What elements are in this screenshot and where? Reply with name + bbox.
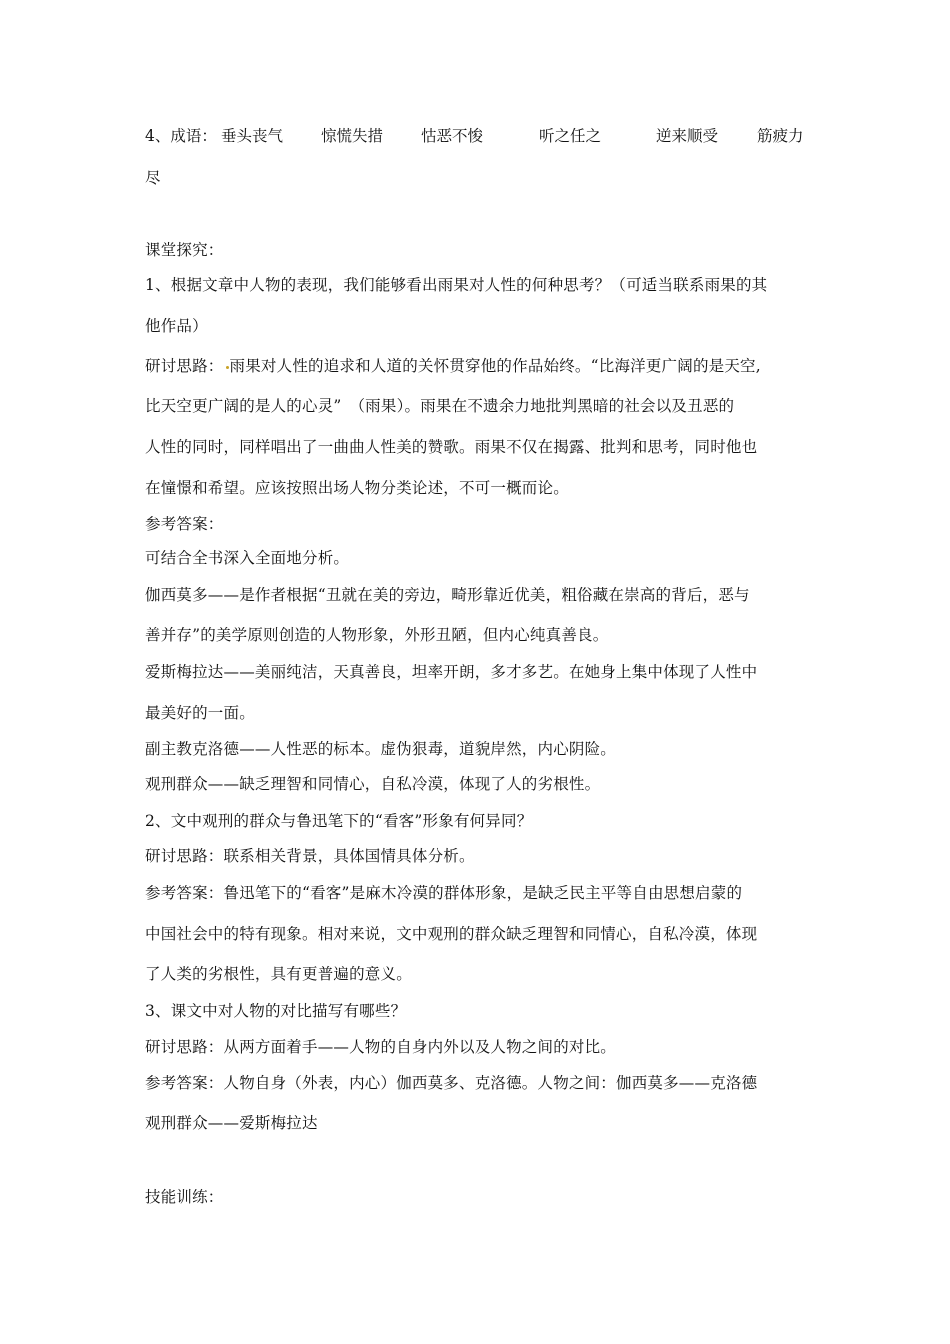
q1-thinking-label: 研讨思路：	[145, 357, 224, 375]
q1-answer-label: 参考答案：	[145, 515, 224, 533]
q2-answer-line: 了人类的劣根性，具有更普遍的意义。	[145, 965, 412, 983]
q1-thinking-line	[145, 356, 815, 376]
idiom-item: 筋疲力	[757, 127, 804, 145]
q1-answer-line: 善并存”的美学原则创造的人物形象，外形丑陋，但内心纯真善良。	[145, 626, 609, 644]
q1-thinking-text: 雨果对人性的追求和人道的关怀贯穿他的作品始终。“比海洋更广阔的是天空,	[229, 357, 761, 375]
section-heading-skills: 技能训练：	[145, 1188, 224, 1206]
q1-line: 1、根据文章中人物的表现，我们能够看出雨果对人性的何种思考？（可适当联系雨果的其	[145, 276, 768, 294]
q1-answer-line: 观刑群众——缺乏理智和同情心，自私冷漠，体现了人的劣根性。	[145, 775, 601, 793]
q2-question: 2、文中观刑的群众与鲁迅笔下的“看客”形象有何异同？	[145, 812, 533, 830]
q1-answer-line: 可结合全书深入全面地分析。	[145, 549, 350, 567]
idiom-item: 逆来顺受	[656, 127, 719, 145]
mark-dot-icon	[226, 366, 229, 369]
q3-thinking: 研讨思路：从两方面着手——人物的自身内外以及人物之间的对比。	[145, 1038, 617, 1056]
q1-answer-line: 最美好的一面。	[145, 704, 255, 722]
q1-thinking-line: 人性的同时，同样唱出了一曲曲人性美的赞歌。雨果不仅在揭露、批判和思考，同时他也	[145, 438, 758, 456]
q2-answer-line: 参考答案：鲁迅笔下的“看客”是麻木冷漠的群体形象，是缺乏民主平等自由思想启蒙的	[145, 884, 743, 902]
q3-answer-line: 参考答案：人物自身（外表，内心）伽西莫多、克洛德。人物之间：伽西莫多——克洛德	[145, 1074, 758, 1092]
section-heading-inquiry: 课堂探究：	[145, 241, 224, 259]
idiom-wrap: 尽	[145, 169, 161, 187]
idiom-item: 垂头丧气	[221, 127, 284, 145]
q3-question: 3、课文中对人物的对比描写有哪些？	[145, 1002, 407, 1020]
idioms-prefix: 4、成语：	[145, 127, 217, 145]
q1-line: 他作品）	[145, 317, 208, 335]
idiom-item: 听之任之	[539, 127, 602, 145]
idiom-item: 怙恶不悛	[421, 127, 484, 145]
q1-thinking-line: 比天空更广阔的是人的心灵” （雨果）。雨果在不遗余力地批判黑暗的社会以及丑恶的	[145, 397, 735, 415]
q1-thinking-line: 在憧憬和希望。应该按照出场人物分类论述，不可一概而论。	[145, 479, 569, 497]
q1-answer-line: 爱斯梅拉达——美丽纯洁，天真善良，坦率开朗，多才多艺。在她身上集中体现了人性中	[145, 663, 758, 681]
idioms-row	[145, 126, 815, 146]
idiom-item: 惊慌失措	[321, 127, 384, 145]
q1-answer-line: 副主教克洛德——人性恶的标本。虚伪狠毒，道貌岸然，内心阴险。	[145, 740, 617, 758]
q1-answer-line: 伽西莫多——是作者根据“丑就在美的旁边，畸形靠近优美，粗俗藏在崇高的背后，恶与	[145, 586, 750, 604]
q2-thinking: 研讨思路：联系相关背景，具体国情具体分析。	[145, 847, 475, 865]
q2-answer-line: 中国社会中的特有现象。相对来说，文中观刑的群众缺乏理智和同情心，自私冷漠，体现	[145, 925, 758, 943]
q3-answer-line: 观刑群众——爱斯梅拉达	[145, 1114, 318, 1132]
